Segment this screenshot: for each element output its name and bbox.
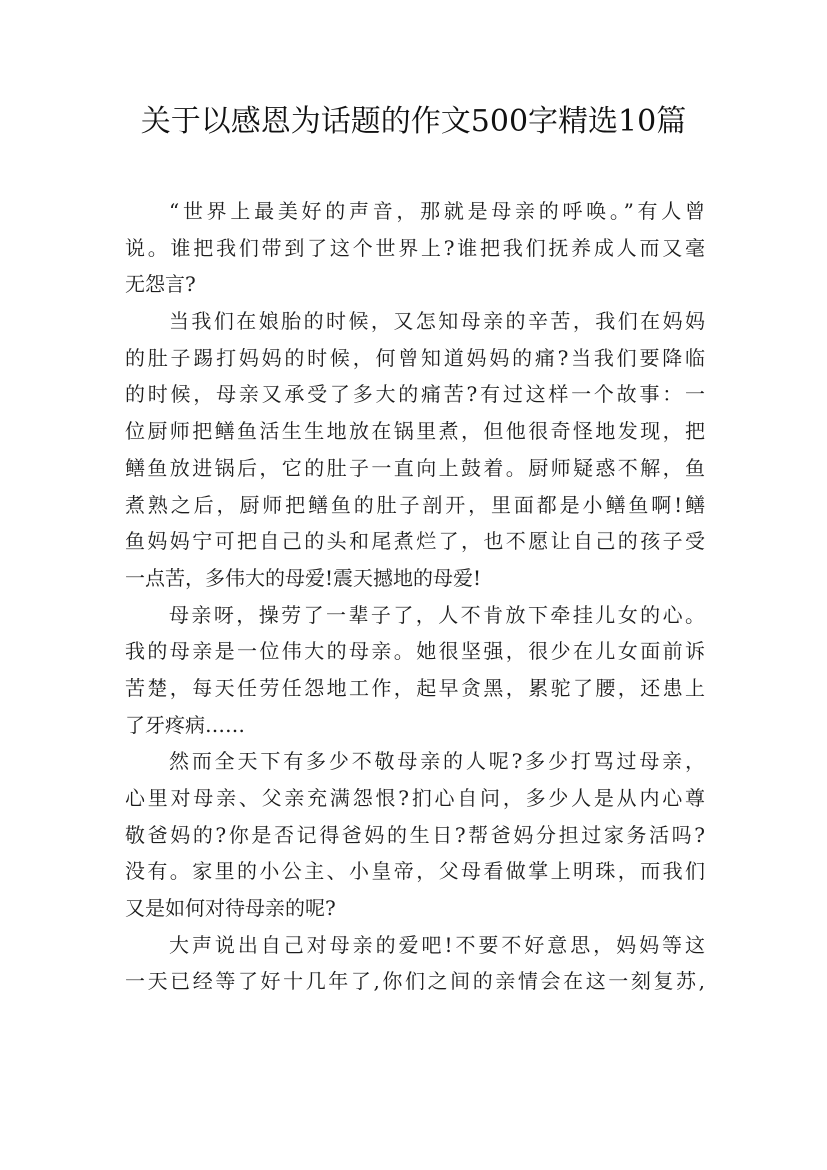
text-line: 的肚子踢打妈妈的时候，何曾知道妈妈的痛?当我们要降临	[125, 345, 705, 370]
document-body	[125, 193, 705, 1000]
text-line: 一天已经等了好十几年了,你们之间的亲情会在这一刻复苏,	[125, 969, 705, 994]
text-line: 母亲呀，操劳了一辈子了，人不肯放下牵挂儿女的心。	[169, 602, 705, 627]
text-line: 无怨言?	[125, 272, 196, 297]
text-line: 鱼妈妈宁可把自己的头和尾煮烂了，也不愿让自己的孩子受	[125, 529, 705, 554]
text-line: 没有。家里的小公主、小皇帝，父母看做掌上明珠，而我们	[125, 859, 705, 884]
text-line: 说。谁把我们带到了这个世界上?谁把我们抚养成人而又毫	[125, 235, 705, 260]
text-line: 然而全天下有多少不敬母亲的人呢?多少打骂过母亲，	[169, 749, 705, 774]
text-line: 敬爸妈的?你是否记得爸妈的生日?帮爸妈分担过家务活吗?	[125, 822, 705, 847]
text-line: 又是如何对待母亲的呢?	[125, 896, 336, 921]
text-line: 一点苦，多伟大的母爱!震天撼地的母爱!	[125, 565, 482, 590]
text-line: 位厨师把鳝鱼活生生地放在锅里煮，但他很奇怪地发现，把	[125, 419, 705, 444]
text-line: 的时候，母亲又承受了多大的痛苦?有过这样一个故事：一	[125, 382, 705, 407]
text-line: 苦楚，每天任劳任怨地工作，起早贪黑，累驼了腰，还患上	[125, 675, 705, 700]
text-line: 我的母亲是一位伟大的母亲。她很坚强，很少在儿女面前诉	[125, 639, 705, 664]
text-line: 鳝鱼放进锅后，它的肚子一直向上鼓着。厨师疑惑不解，鱼	[125, 455, 705, 480]
text-line: 煮熟之后，厨师把鳝鱼的肚子剖开，里面都是小鳝鱼啊!鳝	[125, 492, 705, 517]
text-line: 了牙疼病……	[125, 712, 245, 737]
document-title: 关于以感恩为话题的作文500字精选10篇	[140, 104, 687, 139]
text-line: 当我们在娘胎的时候，又怎知母亲的辛苦，我们在妈妈	[169, 309, 705, 334]
text-line: 心里对母亲、父亲充满怨恨?扪心自问，多少人是从内心尊	[125, 786, 705, 810]
text-line: “世界上最美好的声音，那就是母亲的呼唤。”有人曾	[169, 199, 705, 223]
text-line: 大声说出自己对母亲的爱吧!不要不好意思，妈妈等这	[169, 932, 705, 957]
